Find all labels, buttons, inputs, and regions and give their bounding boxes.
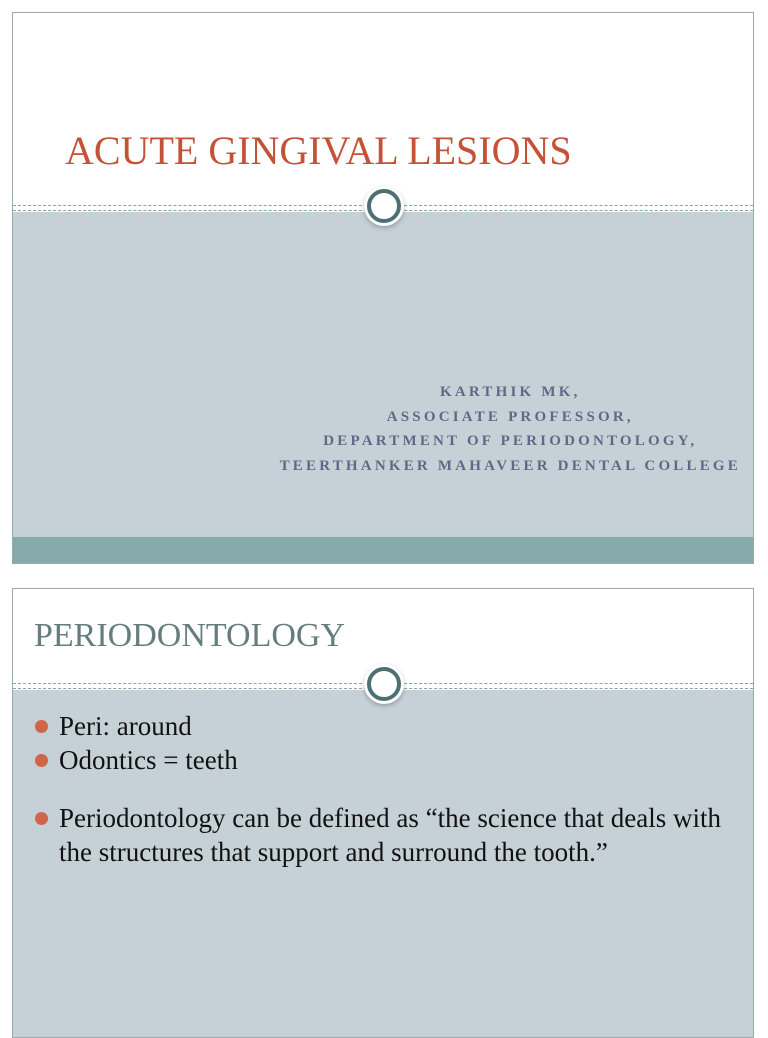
footer-bar (13, 537, 753, 563)
circle-ring-icon (367, 189, 401, 223)
list-item-text: Periodontology can be defined as “the science that deals with the structures that support and surround the tooth.” (59, 803, 722, 867)
title-slide (12, 12, 754, 564)
bullet-dot-icon (35, 720, 48, 733)
author-position: ASSOCIATE PROFESSOR, (386, 408, 634, 425)
list-item (35, 709, 735, 743)
bullet-dot-icon (35, 812, 48, 825)
author-department: DEPARTMENT OF PERIODONTOLOGY, (323, 433, 698, 449)
slide-header-area (13, 13, 753, 206)
author-name: KARTHIK MK, (440, 384, 581, 400)
slide-body-area (13, 212, 753, 537)
content-slide (12, 588, 754, 1038)
list-item-text: Odontics = teeth (59, 745, 238, 775)
author-block (280, 380, 741, 478)
bullet-list (35, 709, 735, 869)
list-item-text: Peri: around (59, 711, 192, 741)
list-item (35, 801, 735, 869)
slide-title: PERIODONTOLOGY (34, 617, 346, 654)
list-item (35, 743, 735, 777)
slide-title: ACUTE GINGIVAL LESIONS (65, 128, 572, 173)
author-institution: TEERTHANKER MAHAVEER DENTAL COLLEGE (279, 457, 741, 474)
bullet-dot-icon (35, 754, 48, 767)
circle-ring-icon (367, 667, 401, 701)
